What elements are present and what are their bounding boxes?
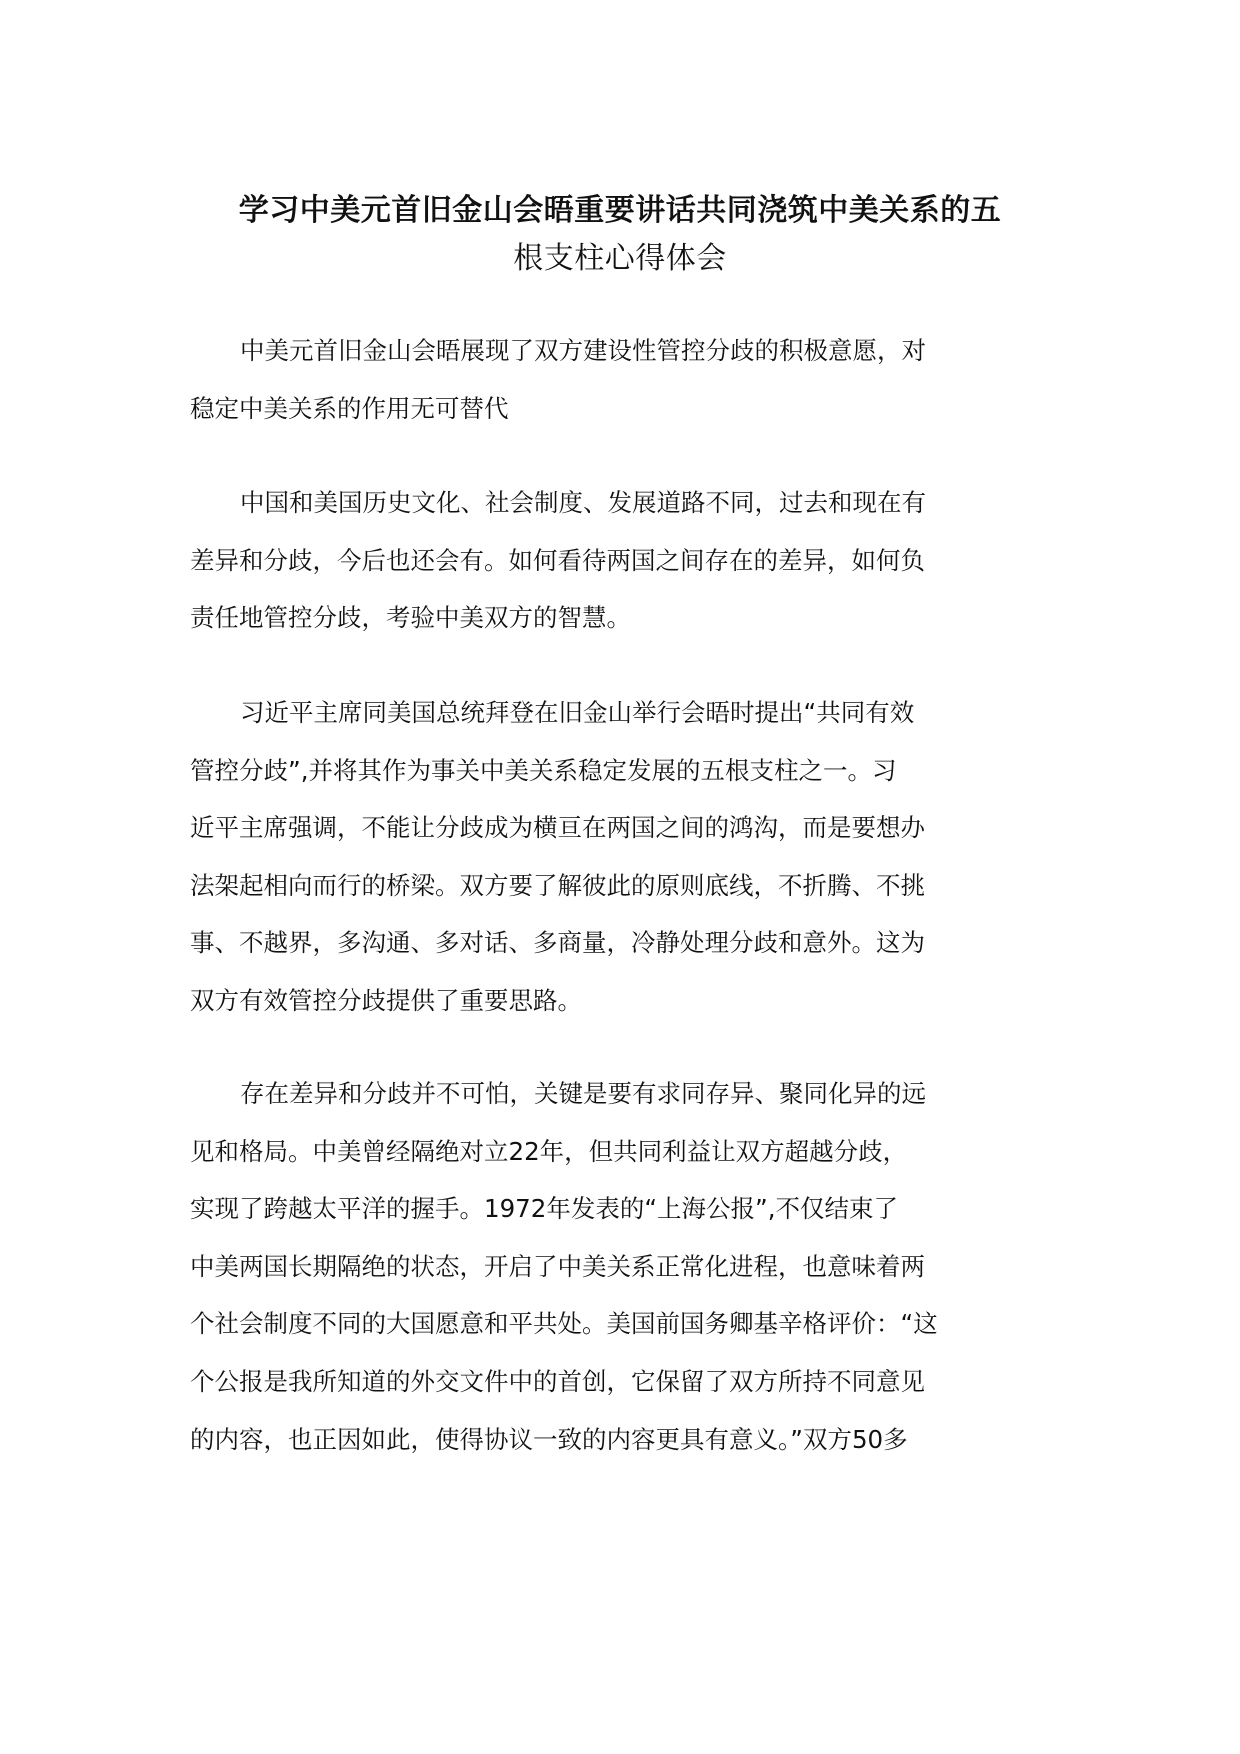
paragraph-line: 事、不越界，多沟通、多对话、多商量，冷静处理分歧和意外。这为 xyxy=(190,928,925,958)
paragraph-line: 管控分歧”,并将其作为事关中美关系稳定发展的五根支柱之一。习 xyxy=(190,755,897,785)
paragraph-line: 法架起相向而行的桥梁。双方要了解彼此的原则底线，不折腾、不挑 xyxy=(190,870,925,900)
paragraph-line: 中美元首旧金山会晤展现了双方建设性管控分歧的积极意愿，对 xyxy=(240,336,926,365)
paragraph-line: 见和格局。中美曾经隔绝对立22年，但共同利益让双方超越分歧， xyxy=(190,1136,908,1166)
paragraph-line: 双方有效管控分歧提供了重要思路。 xyxy=(190,985,582,1015)
paragraph-line: 责任地管控分歧，考验中美双方的智慧。 xyxy=(190,603,631,633)
document-title-line-2: 根支柱心得体会 xyxy=(513,241,727,276)
paragraph-line: 的内容，也正因如此，使得协议一致的内容更具有意义。”双方50多 xyxy=(190,1424,908,1454)
paragraph-3 xyxy=(190,684,1060,1030)
paragraph-line: 稳定中美关系的作用无可替代 xyxy=(190,393,509,423)
paragraph-line: 习近平主席同美国总统拜登在旧金山举行会晤时提出“共同有效 xyxy=(240,698,915,727)
paragraph-1 xyxy=(190,322,1060,437)
paragraph-line: 差异和分歧，今后也还会有。如何看待两国之间存在的差异，如何负 xyxy=(190,545,925,575)
paragraph-line: 个社会制度不同的大国愿意和平共处。美国前国务卿基辛格评价：“这 xyxy=(190,1309,938,1339)
paragraph-line: 个公报是我所知道的外交文件中的首创，它保留了双方所持不同意见 xyxy=(190,1366,925,1396)
paragraph-line: 中国和美国历史文化、社会制度、发展道路不同，过去和现在有 xyxy=(240,488,926,517)
paragraph-4 xyxy=(190,1065,1060,1468)
paragraph-line: 存在差异和分歧并不可怕，关键是要有求同存异、聚同化异的远 xyxy=(240,1079,926,1108)
paragraph-2 xyxy=(190,474,1060,647)
paragraph-line: 实现了跨越太平洋的握手。1972年发表的“上海公报”,不仅结束了 xyxy=(190,1194,899,1224)
document-title-line-1: 学习中美元首旧金山会晤重要讲话共同浇筑中美关系的五 xyxy=(238,193,1002,228)
paragraph-line: 近平主席强调，不能让分歧成为横亘在两国之间的鸿沟，而是要想办 xyxy=(190,813,925,843)
paragraph-line: 中美两国长期隔绝的状态，开启了中美关系正常化进程，也意味着两 xyxy=(190,1251,925,1281)
